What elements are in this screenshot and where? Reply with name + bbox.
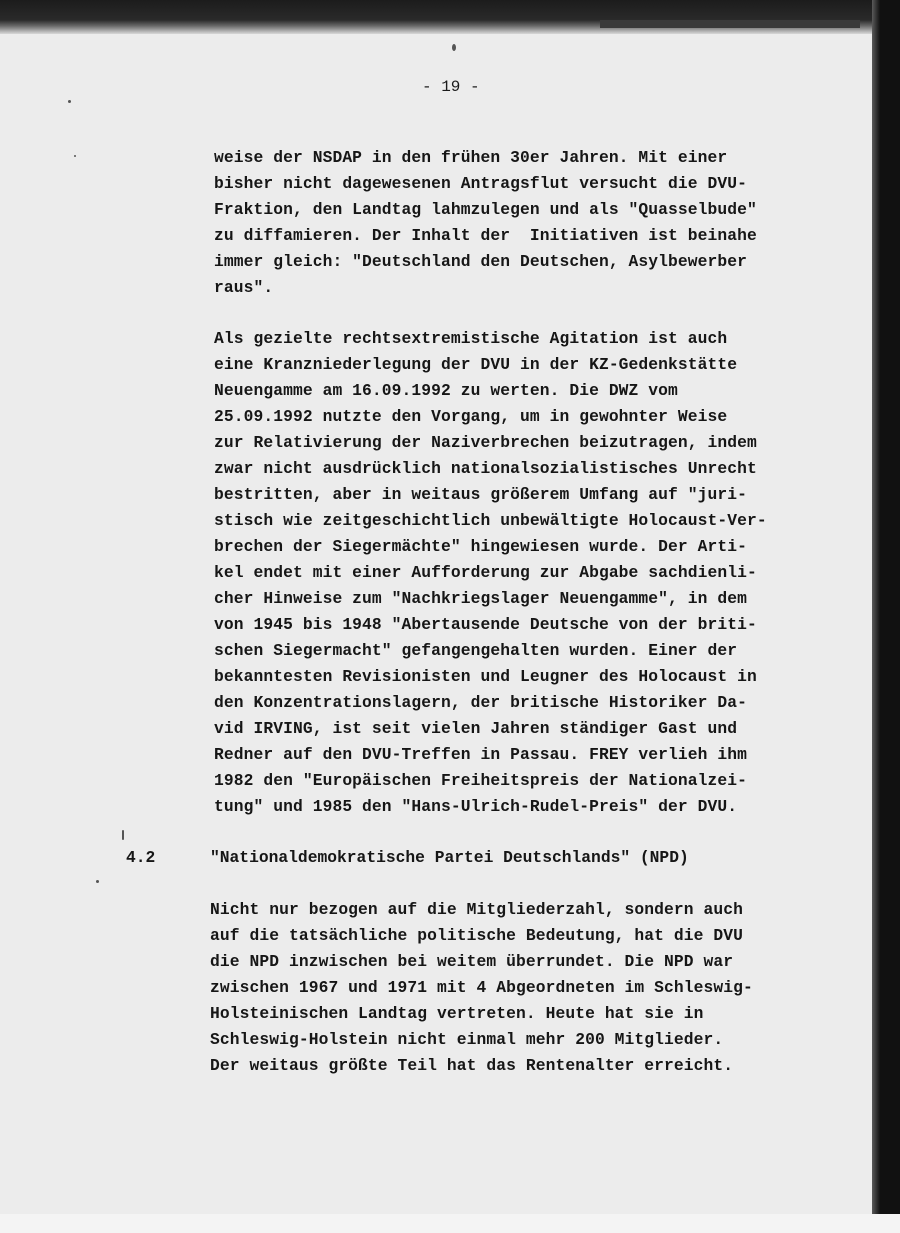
paragraph-1 <box>214 145 804 301</box>
text-line: Der weitaus größte Teil hat das Rentenalter erreicht. <box>210 1056 734 1075</box>
text-line: tung" und 1985 den "Hans-Ulrich-Rudel-Preis" der DVU. <box>214 797 738 816</box>
scan-top-edge <box>0 0 900 34</box>
paragraph-3 <box>210 897 800 1079</box>
scan-speck <box>96 880 99 883</box>
text-line: weise der NSDAP in den frühen 30er Jahren. Mit einer <box>214 148 728 167</box>
text-line: vid IRVING, ist seit vielen Jahren ständiger Gast und <box>214 719 738 738</box>
page-number: - 19 - <box>422 78 480 96</box>
text-line: zwar nicht ausdrücklich nationalsozialistisches Unrecht <box>214 459 757 478</box>
text-line: zu diffamieren. Der Inhalt der Initiativen ist beinahe <box>214 226 757 245</box>
scan-speck <box>452 44 456 51</box>
text-line: die NPD inzwischen bei weitem überrundet. Die NPD war <box>210 952 734 971</box>
text-line: zur Relativierung der Naziverbrechen beizutragen, indem <box>214 433 757 452</box>
text-line: bestritten, aber in weitaus größerem Umfang auf "juri- <box>214 485 747 504</box>
text-line: Schleswig-Holstein nicht einmal mehr 200 Mitglieder. <box>210 1030 724 1049</box>
text-line: eine Kranzniederlegung der DVU in der KZ-Gedenkstätte <box>214 355 738 374</box>
text-line: 1982 den "Europäischen Freiheitspreis der Nationalzei- <box>214 771 747 790</box>
scan-bottom-strip <box>0 1214 900 1233</box>
text-line: Redner auf den DVU-Treffen in Passau. FREY verlieh ihm <box>214 745 747 764</box>
text-line: schen Siegermacht" gefangengehalten wurden. Einer der <box>214 641 738 660</box>
text-line: stisch wie zeitgeschichtlich unbewältigte Holocaust-Ver- <box>214 511 767 530</box>
text-line: auf die tatsächliche politische Bedeutung, hat die DVU <box>210 926 743 945</box>
text-line: bisher nicht dagewesenen Antragsflut versucht die DVU- <box>214 174 747 193</box>
text-line: Holsteinischen Landtag vertreten. Heute hat sie in <box>210 1004 704 1023</box>
scan-speck <box>68 100 71 103</box>
text-line: Als gezielte rechtsextremistische Agitation ist auch <box>214 329 728 348</box>
text-line: brechen der Siegermächte" hingewiesen wurde. Der Arti- <box>214 537 747 556</box>
section-title: "Nationaldemokratische Partei Deutschlands" (NPD) <box>210 848 689 867</box>
text-line: immer gleich: "Deutschland den Deutschen, Asylbewerber <box>214 252 747 271</box>
text-line: 25.09.1992 nutzte den Vorgang, um in gewohnter Weise <box>214 407 728 426</box>
scan-speck <box>122 830 124 840</box>
text-line: Nicht nur bezogen auf die Mitgliederzahl, sondern auch <box>210 900 743 919</box>
scan-speck <box>74 155 76 157</box>
text-line: zwischen 1967 und 1971 mit 4 Abgeordneten im Schleswig- <box>210 978 753 997</box>
text-line: raus". <box>214 278 274 297</box>
text-line: Fraktion, den Landtag lahmzulegen und als "Quasselbude" <box>214 200 757 219</box>
scan-right-edge <box>872 0 900 1214</box>
text-line: cher Hinweise zum "Nachkriegslager Neuengamme", in dem <box>214 589 747 608</box>
paragraph-2 <box>214 326 804 820</box>
text-line: den Konzentrationslagern, der britische Historiker Da- <box>214 693 747 712</box>
section-number: 4.2 <box>126 848 156 867</box>
text-line: bekanntesten Revisionisten und Leugner des Holocaust in <box>214 667 757 686</box>
text-line: von 1945 bis 1948 "Abertausende Deutsche von der briti- <box>214 615 757 634</box>
text-line: Neuengamme am 16.09.1992 zu werten. Die DWZ vom <box>214 381 678 400</box>
text-line: kel endet mit einer Aufforderung zur Abgabe sachdienli- <box>214 563 757 582</box>
